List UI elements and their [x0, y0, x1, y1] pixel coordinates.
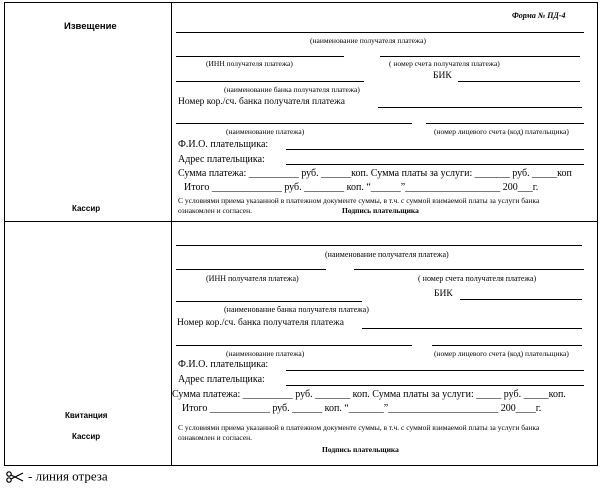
cut-line-legend — [6, 467, 108, 483]
notice-cashier-label: Кассир — [72, 204, 101, 213]
receipt-amount-row: Сумма платежа: __________ руб. _______ коп. Сумма платы за услуги: _____ руб. _____коп. — [172, 389, 566, 400]
payer-fio-line — [286, 149, 584, 150]
receipt-payment-name-caption: (наименование платежа) — [226, 349, 305, 358]
corr-account-label: Номер кор./сч. банка получателя платежа — [178, 97, 345, 107]
receipt-corr-account-line — [362, 328, 582, 329]
receipt-inn-caption: (ИНН получателя платежа) — [206, 274, 299, 283]
section-divider — [4, 221, 598, 222]
payer-address-line — [286, 164, 584, 165]
receipt-account-line — [354, 269, 584, 270]
receipt-personal-account-caption: (номер лицевого счета (код) плательщика) — [434, 349, 569, 358]
receipt-payee-name-caption: (наименование получателя платежа) — [325, 250, 449, 259]
payer-fio-label: Ф.И.О. плательщика: — [178, 139, 269, 150]
payment-name-line — [176, 123, 412, 124]
bik-label: БИК — [433, 71, 452, 81]
receipt-agreement-text-1: С условиями приема указанной в платежном документе суммы, в т.ч. с суммой взимаемой платы за услуги банка — [178, 423, 540, 432]
agreement-text-1: С условиями приема указанной в платежном документе суммы, в т.ч. с суммой взимаемой платы за услуги банка — [178, 196, 540, 205]
signature-label: Подпись плательщика — [342, 206, 419, 215]
receipt-bank-name-line — [176, 301, 362, 302]
payment-name-caption: (наименование платежа) — [226, 127, 305, 136]
receipt-payer-address-line — [286, 385, 584, 386]
form-number: Форма № ПД-4 — [512, 11, 566, 20]
scissors-icon — [6, 470, 24, 482]
receipt-title: Квитанция — [65, 411, 108, 420]
agreement-text-2: ознакомлен и согласен. — [178, 206, 253, 215]
account-caption: ( номер счета получателя платежа) — [389, 59, 500, 68]
bank-name-line — [176, 81, 364, 82]
amount-row: Сумма платежа: __________ руб. ______коп. Сумма платы за услуги: _______ руб. _____коп — [178, 168, 572, 179]
payee-name-line — [176, 32, 584, 33]
receipt-bank-name-caption: (наименование банка получателя платежа) — [224, 305, 369, 314]
total-row: Итого ______________ руб. ________ коп. “______”___________________ 200___г. — [184, 182, 539, 193]
account-line — [380, 56, 580, 57]
receipt-account-caption: ( номер счета получателя платежа) — [418, 274, 537, 283]
inn-line — [176, 56, 344, 57]
receipt-agreement-text-2: ознакомлен и согласен. — [178, 433, 253, 442]
personal-account-caption: (номер лицевого счета (код) плательщика) — [434, 127, 569, 136]
receipt-payer-fio-label: Ф.И.О. плательщика: — [178, 359, 269, 370]
receipt-corr-account-label: Номер кор./сч. банка получателя платежа — [177, 318, 344, 328]
receipt-payee-name-line — [176, 245, 582, 246]
receipt-bik-line — [460, 299, 582, 300]
receipt-personal-account-line — [432, 345, 582, 346]
bik-line — [458, 81, 580, 82]
receipt-signature-label: Подпись плательщика — [322, 445, 399, 454]
receipt-total-row: Итого ____________ руб. ______ коп. “_______”______________________ 200____г. — [182, 403, 542, 414]
personal-account-line — [426, 123, 584, 124]
payer-address-label: Адрес плательщика: — [178, 154, 265, 165]
notice-title: Извещение — [64, 21, 117, 32]
receipt-inn-line — [176, 269, 326, 270]
inn-caption: (ИНН получателя платежа) — [206, 59, 293, 68]
receipt-cashier-label: Кассир — [72, 432, 101, 441]
receipt-payer-address-label: Адрес плательщика: — [178, 374, 265, 385]
cut-line-label: - линия отреза — [28, 468, 108, 484]
payee-name-caption: (наименование получателя платежа) — [310, 36, 426, 45]
receipt-bik-label: БИК — [434, 289, 453, 299]
receipt-payment-name-line — [176, 345, 412, 346]
bank-name-caption: (наименование банка получателя платежа) — [224, 85, 360, 94]
receipt-payer-fio-line — [286, 370, 584, 371]
corr-account-line — [378, 107, 582, 108]
